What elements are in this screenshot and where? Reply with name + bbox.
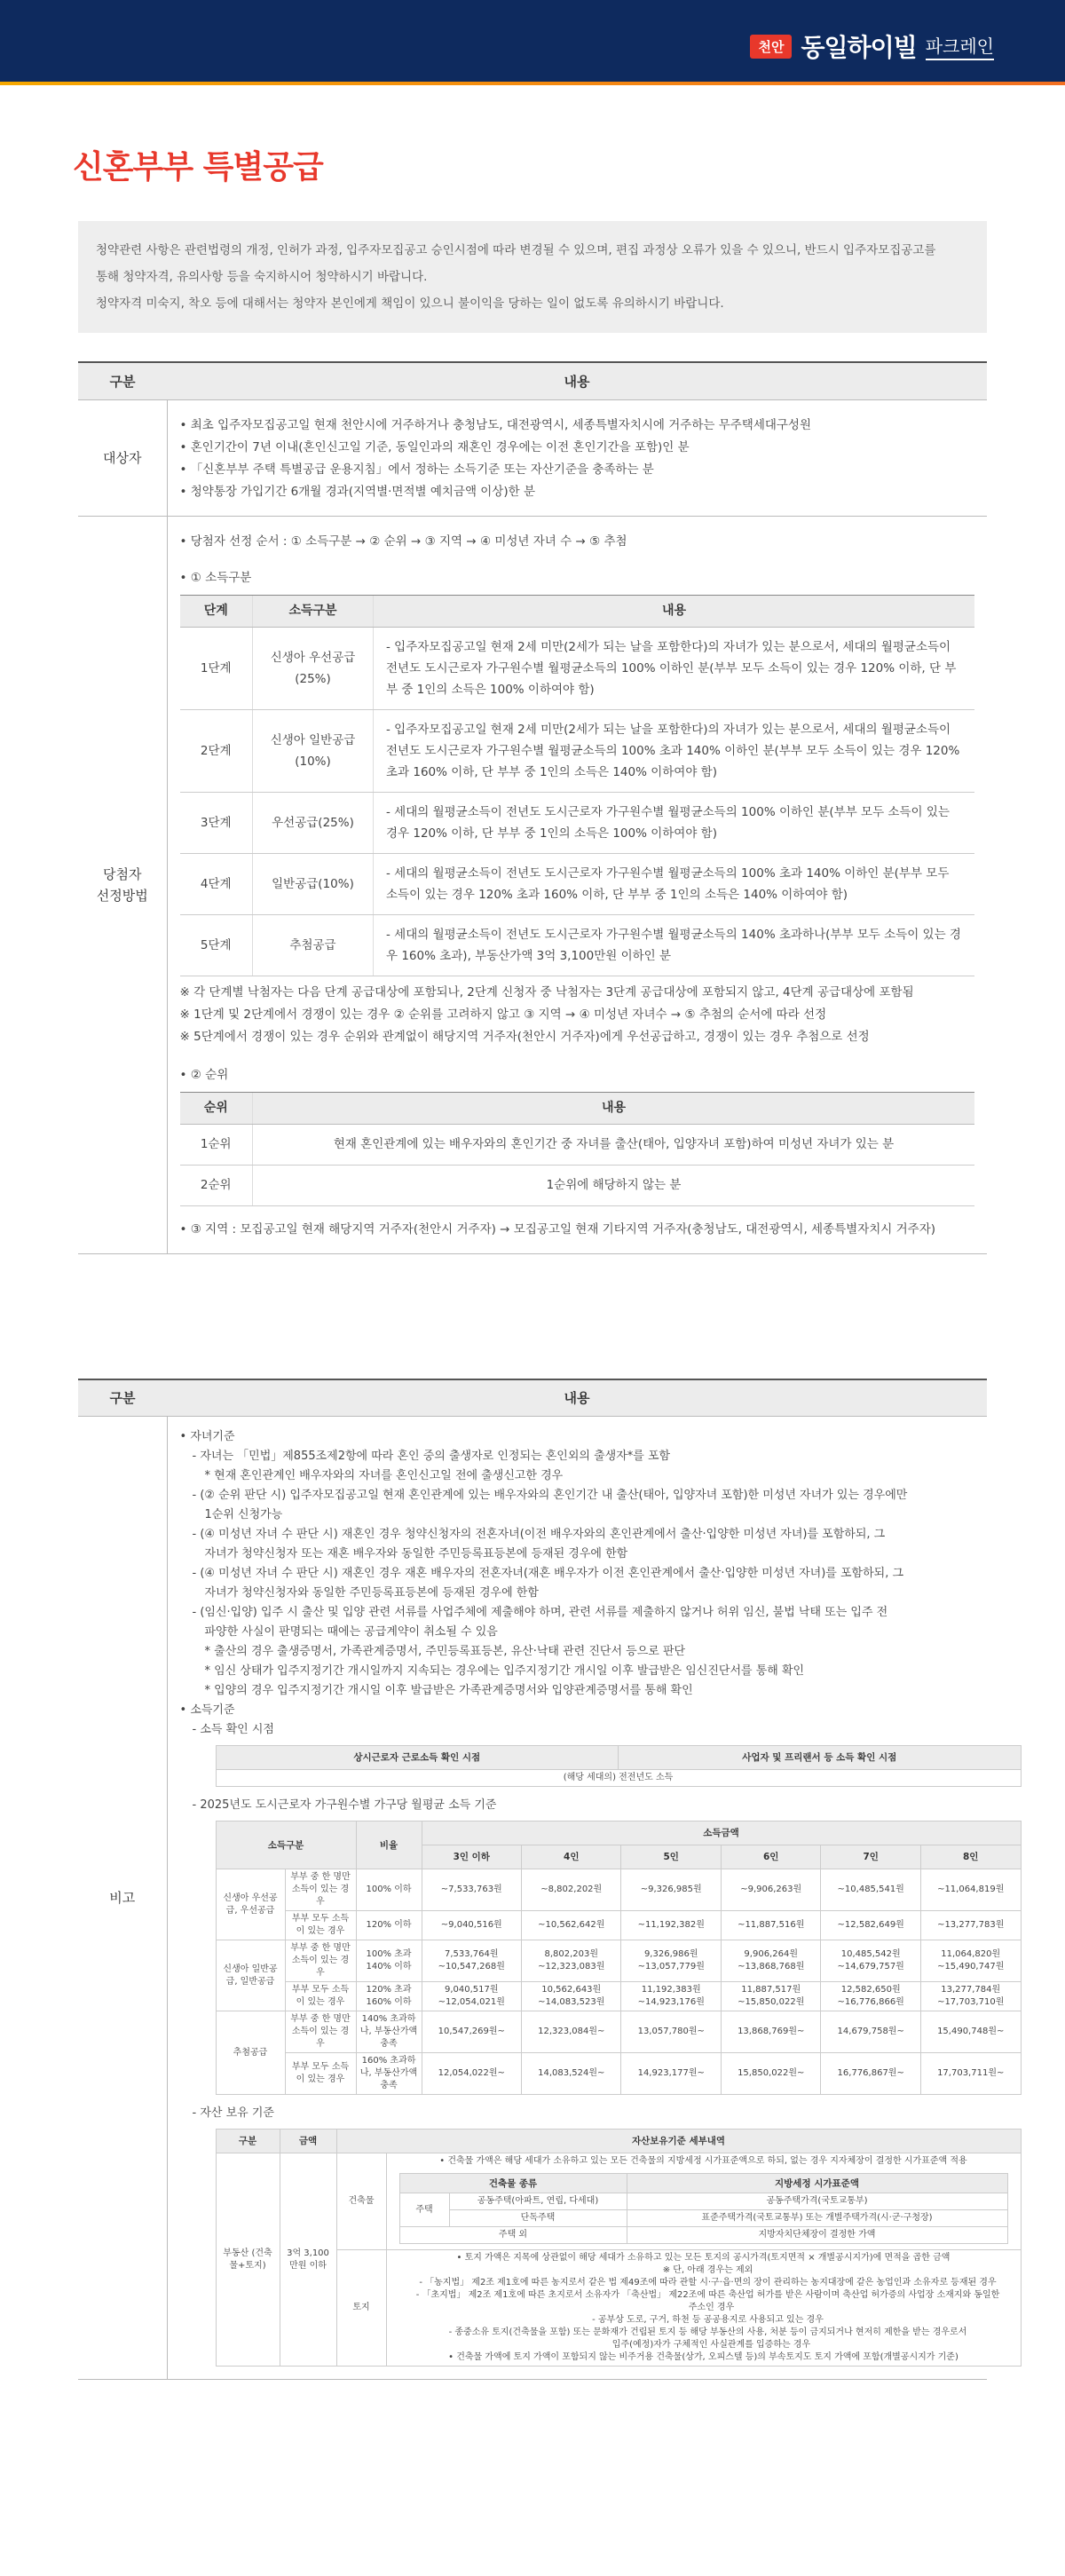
child-criteria-line: - (④ 미성년 자녀 수 판단 시) 재혼인 경우 청약신청자의 전혼자녀(이전 배우자와의 혼인관계에서 출산·입양한 미성년 자녀)를 포함하되, 그 bbox=[192, 1528, 886, 1541]
brand-city-badge: 천안 bbox=[750, 35, 792, 59]
asset-title: - 자산 보유 기준 bbox=[192, 2106, 274, 2120]
building-std-table bbox=[399, 2173, 1008, 2244]
land-label: 토지 bbox=[336, 2250, 386, 2367]
land-note-line: 주소인 경우 bbox=[688, 2303, 735, 2312]
building-std: 지방자치단체장이 결정한 가액 bbox=[627, 2227, 1007, 2244]
monthly-group: 신생아 일반공급, 일반공급 bbox=[216, 1940, 285, 2011]
monthly-value: 11,192,383원 ~14,923,176원 bbox=[621, 1982, 721, 2011]
monthly-sub: 부부 중 한 명만 소득이 있는 경우 bbox=[285, 1940, 356, 1982]
monthly-sub: 부부 모두 소득이 있는 경우 bbox=[285, 1911, 356, 1940]
income-stage: 1단계 bbox=[180, 627, 253, 709]
building-detail bbox=[386, 2153, 1021, 2250]
target-item: • 「신혼부부 주택 특별공급 운용지침」에서 정하는 소득기준 또는 자산기준을 충족하는 분 bbox=[180, 459, 975, 481]
site-header bbox=[0, 0, 1065, 85]
monthly-value: ~11,192,382원 bbox=[621, 1911, 721, 1940]
monthly-value: 15,490,748원~ bbox=[920, 2011, 1021, 2053]
income-header-desc: 내용 bbox=[374, 595, 975, 627]
income-desc: - 세대의 월평균소득이 전년도 도시근로자 가구원수별 월평균소득의 100% 이하인 분(부부 모두 소득이 있는 경우 120% 이하, 단 부부 중 1인의 소득은 100% 이하여야 함) bbox=[374, 792, 975, 853]
building-kind: 공동주택(아파트, 연립, 다세대) bbox=[449, 2193, 627, 2210]
income-stage: 3단계 bbox=[180, 792, 253, 853]
income-type: 추첨공급 bbox=[253, 914, 374, 976]
rank-label: 2순위 bbox=[180, 1165, 253, 1205]
monthly-ratio: 100% 이하 bbox=[356, 1869, 422, 1911]
monthly-value: 10,485,542원 ~14,679,757원 bbox=[821, 1940, 920, 1982]
monthly-value: 7,533,764원 ~10,547,268원 bbox=[422, 1940, 521, 1982]
target-item: • 혼인기간이 7년 이내(혼인신고일 기준, 동일인과의 재혼인 경우에는 이전 혼인기간을 포함)인 분 bbox=[180, 437, 975, 459]
income-header-stage: 단계 bbox=[180, 595, 253, 627]
notice-line: 청약관련 사항은 관련법령의 개정, 인허가 과정, 입주자모집공고 승인시점에 따라 변경될 수 있으며, 편집 과정상 오류가 있을 수 있으니, 반드시 입주자모집공고를 bbox=[96, 243, 936, 257]
row-label-line: 당첨자 bbox=[103, 865, 142, 882]
row-label-target: 대상자 bbox=[78, 399, 167, 516]
col-header-category: 구분 bbox=[78, 1379, 167, 1417]
income-type: 신생아 우선공급 (25%) bbox=[253, 627, 374, 709]
monthly-row bbox=[216, 1869, 1021, 1911]
child-criteria-title: • 자녀기준 bbox=[180, 1427, 975, 1447]
monthly-value: ~13,277,783원 bbox=[920, 1911, 1021, 1940]
row-label-selection bbox=[78, 516, 167, 1253]
monthly-sub: 부부 모두 소득이 있는 경우 bbox=[285, 2053, 356, 2095]
monthly-value: 13,057,780원~ bbox=[621, 2011, 721, 2053]
notice-line: 청약자격 미숙지, 착오 등에 대해서는 청약자 본인에게 책임이 있으니 불이익을 당하는 일이 없도록 유의하시기 바랍니다. bbox=[96, 296, 724, 311]
child-criteria-line: 파양한 사실이 판명되는 때에는 공급계약이 취소될 수 있음 bbox=[204, 1625, 498, 1639]
monthly-sub: 부부 중 한 명만 소득이 있는 경우 bbox=[285, 1869, 356, 1911]
monthly-value: ~9,906,263원 bbox=[721, 1869, 820, 1911]
income-check-wrap bbox=[216, 1745, 1022, 1787]
building-note: • 건축물 가액은 해당 세대가 소유하고 있는 모든 건축물의 지방세정 시가표준액으로 하되, 없는 경우 지자체장이 결정한 시가표준액 적용 bbox=[439, 2156, 967, 2166]
brand-name: 동일하이빌 bbox=[801, 33, 917, 62]
target-item: • 최초 입주자모집공고일 현재 천안시에 거주하거나 충청남도, 대전광역시, 세종특별자치시에 거주하는 무주택세대구성원 bbox=[180, 415, 975, 437]
asset-table bbox=[216, 2129, 1022, 2367]
asset-header: 구분 bbox=[216, 2130, 280, 2153]
child-criteria-line: - (④ 미성년 자녀 수 판단 시) 재혼인 경우 재혼 배우자의 전혼자녀(재혼 배우자가 이전 혼인관계에서 출산·입양한 미성년 자녀)를 포함하되, 그 bbox=[192, 1567, 904, 1580]
monthly-sub: 부부 모두 소득이 있는 경우 bbox=[285, 1982, 356, 2011]
income-stage-row bbox=[180, 853, 975, 914]
land-note-line: • 건축물 가액에 토지 가액이 포함되지 않는 비주거용 건축물(상가, 오피스텔 등)의 부속토지도 토지 가액에 포함(개별공시지가 기준) bbox=[448, 2352, 958, 2362]
monthly-value: 14,923,177원~ bbox=[621, 2053, 721, 2095]
rank-label: 1순위 bbox=[180, 1124, 253, 1165]
monthly-col-header: 6인 bbox=[721, 1845, 820, 1869]
land-note-line: - 종중소유 토지(건축물을 포함) 또는 문화재가 건립된 토지 등 해당 부동산의 사용, 처분 등이 금지되거나 현저히 제한을 받는 경우로서 bbox=[448, 2327, 967, 2337]
monthly-col-header: 8인 bbox=[920, 1845, 1021, 1869]
monthly-ratio: 100% 초과 140% 이하 bbox=[356, 1940, 422, 1982]
asset-header: 자산보유기준 세부내역 bbox=[336, 2130, 1021, 2153]
monthly-value: 10,562,643원 ~14,083,523원 bbox=[522, 1982, 621, 2011]
monthly-col-header: 4인 bbox=[522, 1845, 621, 1869]
income-standard-title: • 소득기준 bbox=[180, 1701, 975, 1720]
region-criteria: • ③ 지역 : 모집공고일 현재 해당지역 거주자(천안시 거주자) → 모집공고일 현재 기타지역 거주자(충청남도, 대전광역시, 세종특별자치시 거주자) bbox=[180, 1219, 975, 1241]
rank-desc: 현재 혼인관계에 있는 배우자와의 혼인기간 중 자녀를 출산(태아, 입양자녀 포함)하여 미성년 자녀가 있는 분 bbox=[253, 1124, 975, 1165]
monthly-value: ~7,533,763원 bbox=[422, 1869, 521, 1911]
remarks-content bbox=[167, 1417, 1005, 2380]
monthly-sub: 부부 중 한 명만 소득이 있는 경우 bbox=[285, 2011, 356, 2053]
child-criteria-line: 1순위 신청가능 bbox=[204, 1508, 283, 1521]
monthly-value: ~10,562,642원 bbox=[522, 1911, 621, 1940]
monthly-ratio: 140% 초과하나, 부동산가액 충족 bbox=[356, 2011, 422, 2053]
monthly-value: 12,054,022원~ bbox=[422, 2053, 521, 2095]
selection-notes bbox=[180, 982, 975, 1048]
land-note-line: - 「초지법」 제2조 제1호에 따른 초지로서 소유자가 「축산법」 제22조에 따른 축산업 허가를 받은 사람이며 축산업 허가증의 사업장 소재지와 동일한 bbox=[415, 2290, 1000, 2300]
monthly-value: 8,802,203원 ~12,323,083원 bbox=[522, 1940, 621, 1982]
note-line: ※ 각 단계별 낙첨자는 다음 단계 공급대상에 포함되나, 2단계 신청자 중 낙첨자는 3단계 공급대상에 포함되지 않고, 4단계 공급대상에 포함됨 bbox=[179, 984, 914, 1000]
monthly-header-type: 소득구분 bbox=[216, 1821, 356, 1869]
child-criteria-line: * 입양의 경우 입주지정기간 개시일 이후 발급받은 가족관계증명서와 입양관계증명서를 통해 확인 bbox=[204, 1684, 693, 1697]
monthly-ratio: 120% 초과 160% 이하 bbox=[356, 1982, 422, 2011]
land-note-line: ※ 단, 아래 경우는 제외 bbox=[662, 2265, 753, 2275]
income-type: 일반공급(10%) bbox=[253, 853, 374, 914]
asset-amount: 3억 3,100만원 이하 bbox=[280, 2153, 336, 2367]
child-criteria-line: - (임신·입양) 입주 시 출산 및 입양 관련 서류를 사업주체에 제출해야 하며, 관련 서류를 제출하지 않거나 허위 임신, 불법 낙태 또는 입주 전 bbox=[192, 1606, 888, 1619]
header-stripe bbox=[0, 82, 1065, 85]
selection-order: • 당첨자 선정 순서 : ① 소득구분 → ② 순위 → ③ 지역 → ④ 미성년 자녀 수 → ⑤ 추첨 bbox=[180, 531, 975, 553]
monthly-row bbox=[216, 1982, 1021, 2011]
monthly-group: 신생아 우선공급, 우선공급 bbox=[216, 1869, 285, 1940]
notice-line: 통해 청약자격, 유의사항 등을 숙지하시어 청약하시기 바랍니다. bbox=[96, 270, 428, 284]
monthly-value: ~12,582,649원 bbox=[821, 1911, 920, 1940]
building-kind: 단독주택 bbox=[449, 2210, 627, 2227]
monthly-value: ~11,064,819원 bbox=[920, 1869, 1021, 1911]
income-type: 신생아 일반공급 (10%) bbox=[253, 709, 374, 792]
monthly-value: 9,040,517원 ~12,054,021원 bbox=[422, 1982, 521, 2011]
monthly-value: 14,083,524원~ bbox=[522, 2053, 621, 2095]
selection-content bbox=[167, 516, 987, 1253]
building-header: 건축물 종류 bbox=[399, 2174, 627, 2193]
asset-wrap bbox=[216, 2129, 1022, 2367]
income-check-table bbox=[216, 1745, 1022, 1787]
row-label-remarks: 비고 bbox=[78, 1417, 167, 2380]
child-criteria-line: * 현재 혼인관계인 배우자와의 자녀를 혼인신고일 전에 출생신고한 경우 bbox=[204, 1469, 564, 1482]
monthly-row bbox=[216, 2011, 1021, 2053]
income-desc: - 세대의 월평균소득이 전년도 도시근로자 가구원수별 월평균소득의 100% 초과 140% 이하인 분(부부 모두 소득이 있는 경우 120% 초과 160% 이하, 단 부부 중 1인의 소득은 140% 이하여야 함) bbox=[374, 853, 975, 914]
income-stage-row bbox=[180, 792, 975, 853]
monthly-ratio: 120% 이하 bbox=[356, 1911, 422, 1940]
target-content bbox=[167, 399, 987, 516]
remarks-table bbox=[78, 1379, 1005, 2381]
monthly-value: 12,582,650원 ~16,776,866원 bbox=[821, 1982, 920, 2011]
monthly-value: 9,906,264원 ~13,868,768원 bbox=[721, 1940, 820, 1982]
monthly-value: 11,064,820원 ~15,490,747원 bbox=[920, 1940, 1021, 1982]
brand-sub: 파크레인 bbox=[926, 32, 994, 60]
brand-logo[interactable] bbox=[750, 28, 994, 64]
child-criteria-line: - (② 순위 판단 시) 입주자모집공고일 현재 혼인관계에 있는 배우자와의 혼인기간 내 출산(태아, 입양자녀 포함)한 미성년 자녀가 있는 경우에만 bbox=[192, 1489, 908, 1502]
monthly-value: 11,887,517원 ~15,850,022원 bbox=[721, 1982, 820, 2011]
monthly-value: ~10,485,541원 bbox=[821, 1869, 920, 1911]
land-note-line: - 공부상 도로, 구거, 하천 등 공공용지로 사용되고 있는 경우 bbox=[592, 2315, 824, 2325]
building-std: 공동주택가격(국토교통부) bbox=[627, 2193, 1007, 2210]
monthly-col-header: 3인 이하 bbox=[422, 1845, 521, 1869]
child-criteria-line: - 자녀는 「민법」제855조제2항에 따라 혼인 중의 출생자로 인정되는 혼인외의 출생자*를 포함 bbox=[192, 1450, 671, 1463]
income-check-title: - 소득 확인 시점 bbox=[192, 1723, 274, 1736]
monthly-value: ~9,326,985원 bbox=[621, 1869, 721, 1911]
income-check-header: 상시근로자 근로소득 확인 시점 bbox=[216, 1746, 619, 1770]
monthly-col-header: 7인 bbox=[821, 1845, 920, 1869]
monthly-value: 10,547,269원~ bbox=[422, 2011, 521, 2053]
child-criteria-lines bbox=[180, 1447, 975, 1701]
income-check-value: (해당 세대의) 전전년도 소득 bbox=[216, 1770, 1021, 1787]
asset-type: 부동산 (건축물+토지) bbox=[216, 2153, 280, 2367]
monthly-value: 15,850,022원~ bbox=[721, 2053, 820, 2095]
monthly-value: 13,277,784원 ~17,703,710원 bbox=[920, 1982, 1021, 2011]
monthly-value: ~11,887,516원 bbox=[721, 1911, 820, 1940]
page-title: 신혼부부 특별공급 bbox=[73, 149, 323, 186]
land-detail bbox=[386, 2250, 1021, 2367]
land-note-line: • 토지 가액은 지목에 상관없이 해당 세대가 소유하고 있는 모든 토지의 공시가격(토지면적 × 개별공시지가)에 면적을 곱한 금액 bbox=[456, 2253, 951, 2263]
monthly-value: 14,679,758원~ bbox=[821, 2011, 920, 2053]
monthly-value: 12,323,084원~ bbox=[522, 2011, 621, 2053]
rank-header-rank: 순위 bbox=[180, 1092, 253, 1124]
col-header-content: 내용 bbox=[167, 1379, 987, 1417]
building-label: 건축물 bbox=[336, 2153, 386, 2250]
income-stage-table bbox=[180, 595, 975, 976]
income-stage: 2단계 bbox=[180, 709, 253, 792]
monthly-row bbox=[216, 1940, 1021, 1982]
building-kind: 주택 외 bbox=[399, 2227, 627, 2244]
child-criteria-line: * 임신 상태가 입주지정기간 개시일까지 지속되는 경우에는 입주지정기간 개시일 이후 발급받은 임신진단서를 통해 확인 bbox=[204, 1664, 805, 1678]
land-note-line: - 「농지법」 제2조 제1호에 따른 농지로서 같은 법 제49조에 따라 관할 시·구·읍·면의 장이 관리하는 농지대장에 같은 농업인과 소유자로 등재된 경우 bbox=[419, 2278, 997, 2288]
child-criteria-line: 자녀가 청약신청자 또는 재혼 배우자와 동일한 주민등록표등본에 등재된 경우에 한함 bbox=[204, 1547, 628, 1561]
target-item: • 청약통장 가입기간 6개월 경과(지역별·면적별 예치금액 이상)한 분 bbox=[180, 481, 975, 503]
monthly-value: ~9,040,516원 bbox=[422, 1911, 521, 1940]
target-selection-table bbox=[78, 361, 987, 1254]
rank-row bbox=[180, 1124, 975, 1165]
rank-table bbox=[180, 1092, 975, 1206]
monthly-col-header: 5인 bbox=[621, 1845, 721, 1869]
income-desc: - 입주자모집공고일 현재 2세 미만(2세가 되는 날을 포함한다)의 자녀가 있는 분으로서, 세대의 월평균소득이 전년도 도시근로자 가구원수별 월평균소득의 100% 이하인 분(부부 모두 소득이 있는 경우 120% 이하, 단 부부 중 1인의 소득은 100% 이하여야 함) bbox=[374, 627, 975, 709]
income-stage: 5단계 bbox=[180, 914, 253, 976]
col-header-category: 구분 bbox=[78, 362, 167, 399]
income-header-type: 소득구분 bbox=[253, 595, 374, 627]
note-line: ※ 1단계 및 2단계에서 경쟁이 있는 경우 ② 순위를 고려하지 않고 ③ 지역 → ④ 미성년 자녀수 → ⑤ 추첨의 순서에 따라 선정 bbox=[179, 1007, 827, 1022]
monthly-row bbox=[216, 2053, 1021, 2095]
income-check-header: 사업자 및 프리랜서 등 소득 확인 시점 bbox=[619, 1746, 1022, 1770]
monthly-value: 17,703,711원~ bbox=[920, 2053, 1021, 2095]
rank-desc: 1순위에 해당하지 않는 분 bbox=[253, 1165, 975, 1205]
notice-box bbox=[78, 221, 987, 333]
income-stage-row bbox=[180, 627, 975, 709]
income-stage-row bbox=[180, 914, 975, 976]
house-label: 주택 bbox=[399, 2193, 449, 2227]
monthly-value: 9,326,986원 ~13,057,779원 bbox=[621, 1940, 721, 1982]
note-line: ※ 5단계에서 경쟁이 있는 경우 순위와 관계없이 해당지역 거주자(천안시 거주자)에게 우선공급하고, 경쟁이 있는 경우 추첨으로 선정 bbox=[179, 1029, 870, 1044]
child-criteria-line: 자녀가 청약신청자와 동일한 주민등록표등본에 등재된 경우에 한함 bbox=[204, 1586, 539, 1600]
rank-header-desc: 내용 bbox=[253, 1092, 975, 1124]
income-type: 우선공급(25%) bbox=[253, 792, 374, 853]
monthly-header-amount: 소득금액 bbox=[422, 1821, 1021, 1845]
monthly-income-wrap bbox=[216, 1821, 1022, 2095]
monthly-header-ratio: 비율 bbox=[356, 1821, 422, 1869]
monthly-income-title: - 2025년도 도시근로자 가구원수별 가구당 월평균 소득 기준 bbox=[192, 1798, 497, 1812]
monthly-income-table bbox=[216, 1821, 1022, 2095]
building-header: 지방세정 시가표준액 bbox=[627, 2174, 1007, 2193]
income-desc: - 세대의 월평균소득이 전년도 도시근로자 가구원수별 월평균소득의 140% 초과하나(부부 모두 소득이 있는 경우 160% 초과), 부동산가액 3억 3,100만원 이하인 분 bbox=[374, 914, 975, 976]
monthly-row bbox=[216, 1911, 1021, 1940]
asset-header: 금액 bbox=[280, 2130, 336, 2153]
income-desc: - 입주자모집공고일 현재 2세 미만(2세가 되는 날을 포함한다)의 자녀가 있는 분으로서, 세대의 월평균소득이 전년도 도시근로자 가구원수별 월평균소득의 100% 초과 140% 이하인 분(부부 모두 소득이 있는 경우 120% 초과 160% 이하, 단 부부 중 1인의 소득은 140% 이하여야 함) bbox=[374, 709, 975, 792]
rank-row bbox=[180, 1165, 975, 1205]
monthly-ratio: 160% 초과하나, 부동산가액 충족 bbox=[356, 2053, 422, 2095]
row-label-line: 선정방법 bbox=[96, 887, 148, 904]
monthly-value: ~8,802,202원 bbox=[522, 1869, 621, 1911]
col-header-content: 내용 bbox=[167, 362, 987, 399]
monthly-value: 16,776,867원~ bbox=[821, 2053, 920, 2095]
income-section-title: • ① 소득구분 bbox=[180, 567, 975, 589]
monthly-value: 13,868,769원~ bbox=[721, 2011, 820, 2053]
child-criteria-line: * 출산의 경우 출생증명서, 가족관계증명서, 주민등록표등본, 유산·낙태 관련 진단서 등으로 판단 bbox=[204, 1645, 686, 1658]
rank-section-title: • ② 순위 bbox=[180, 1064, 975, 1087]
monthly-group: 추첨공급 bbox=[216, 2011, 285, 2095]
income-stage: 4단계 bbox=[180, 853, 253, 914]
building-std: 표준주택가격(국토교통부) 또는 개별주택가격(시·군·구청장) bbox=[627, 2210, 1007, 2227]
income-stage-row bbox=[180, 709, 975, 792]
land-note-line: 입주(예정)자가 구체적인 사실관계를 입증하는 경우 bbox=[611, 2340, 811, 2350]
